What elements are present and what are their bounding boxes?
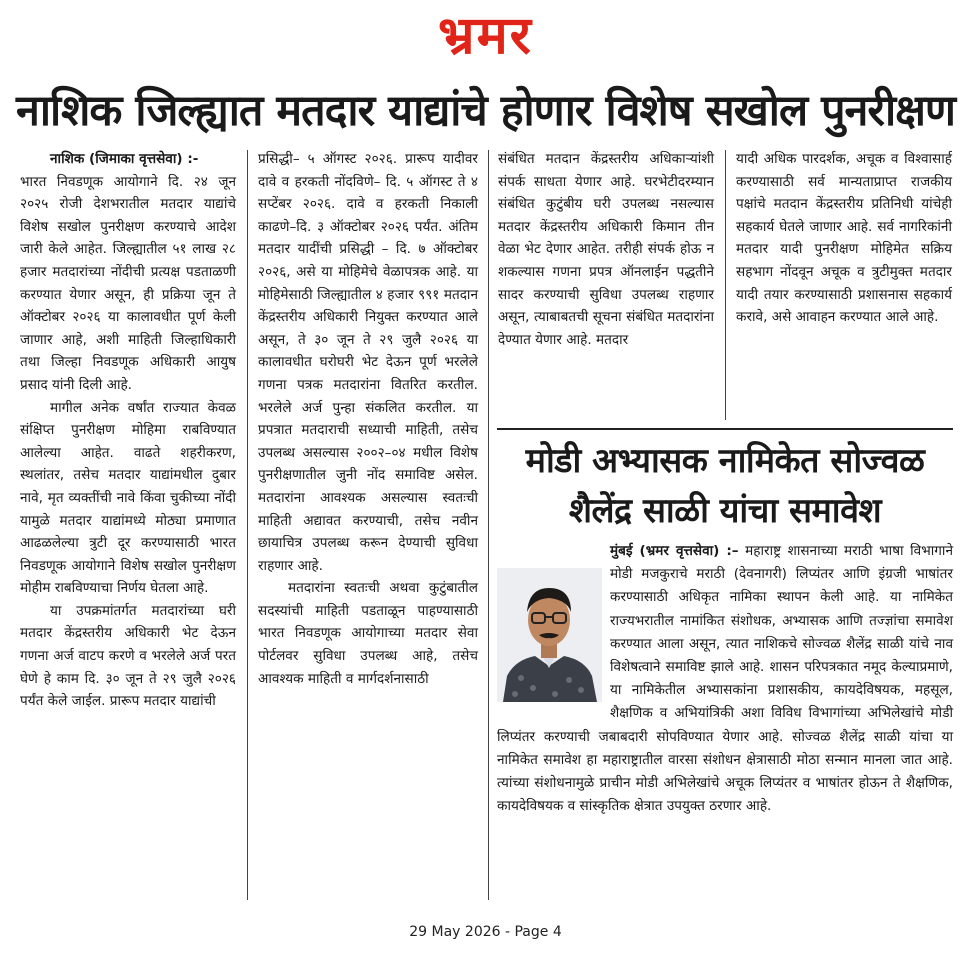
column-divider <box>725 150 726 420</box>
story2-headline-line-2: शैलेंद्र साळी यांचा समावेश <box>568 491 882 531</box>
column-divider <box>488 150 489 900</box>
main-headline: नाशिक जिल्ह्यात मतदार याद्यांचे होणार विशेष सखोल पुनरीक्षण <box>15 86 956 136</box>
story2-headline-line-1: मोडी अभ्यासक नामिकेत सोज्वळ <box>525 441 925 481</box>
story2-body-text: महाराष्ट्र शासनाच्या मराठी भाषा विभागाने मोडी मजकुराचे मराठी (देवनागरी) लिप्यंतर आणि इंग्रजी भाषांतर करण्यासाठी अधिकृत नामिका स्थापन केली आहे. या नामिकेत राज्यभरातील नामांकित संशोधक, अभ्यासक आणि तज्ज्ञांचा समावेश करण्यात आला असून, त्यात नाशिकचे सोज्वळ शैलेंद्र साळी यांचे नाव विशेषत्वाने समाविष्ट झाले आहे. शासन परिपत्रकात नमूद केल्याप्रमाणे, या नामिकेतील अभ्यासकांना प्रशासकीय, कायदेविषयक, महसूल, शैक्षणिक व अभियांत्रिकी अशा विविध विभागांच्या अभिलेखांचे मोडी लिप्यंतर करण्याची जबाबदारी सोपविण्यात येणार आहे. सोज्वळ शैलेंद्र साळी यांचा या नामिकेत समावेश हा महाराष्ट्रातील वारसा संशोधन क्षेत्रासाठी मोठा सन्मान मानला जात आहे. त्यांच्या संशोधनामुळे प्राचीन मोडी अभिलेखांचे अचूक लिप्यंतर व भाषांतर होऊन ते शैक्षणिक, कायदेविषयक व सांस्कृतिक क्षेत्रात उपयुक्त ठरणार आहे. <box>497 543 953 815</box>
portrait-photo <box>497 568 602 702</box>
section-divider <box>497 428 953 430</box>
story1-column-1 <box>20 148 236 713</box>
story1-paragraph-2: मागील अनेक वर्षांत राज्यात केवळ संक्षिप्त पुनरीक्षण मोहिमा राबविण्यात आलेल्या आहेत. वाढते शहरीकरण, स्थलांतर, तसेच मतदार याद्यांमधील दुबार नावे, मृत व्यक्तींची नावे किंवा चुकीच्या नोंदी यामुळे मतदार याद्यांमध्ये मोठ्या प्रमाणात आढळलेल्या त्रुटी दूर करण्यासाठी भारत निवडणूक आयोगाने विशेष सखोल पुनरीक्षण मोहीम राबविण्याचा निर्णय घेतला आहे. <box>20 399 236 597</box>
page-footer: 29 May 2026 - Page 4 <box>409 924 562 940</box>
masthead <box>0 4 971 68</box>
story1-paragraph-7: यादी अधिक पारदर्शक, अचूक व विश्वासार्ह करण्यासाठी सर्व मान्यताप्राप्त राजकीय पक्षांचे मतदान केंद्रस्तरीय प्रतिनिधी यांचेही सहकार्य घेतले जाणार आहे. सर्व नागरिकांनी मतदार यादी पुनरीक्षण मोहिमेत सक्रिय सहभाग नोंदवून अचूक व त्रुटीमुक्त मतदार यादी तयार करण्यासाठी प्रशासनास सहकार्य करावे, असे आवाहन करण्यात आले आहे. <box>736 151 952 326</box>
story1-column-2 <box>258 148 478 690</box>
story1-dateline: नाशिक (जिमाका वृत्तसेवा) :- <box>50 151 199 167</box>
story1-paragraph-4: प्रसिद्धी– ५ ऑगस्ट २०२६. प्रारूप यादीवर दावे व हरकती नोंदविणे– दि. ५ ऑगस्ट ते ४ सप्टेंबर २०२६. दावे व हरकती निकाली काढणे–दि. ३ ऑक्टोबर २०२६ पर्यंत. अंतिम मतदार यादींची प्रसिद्धी – दि. ७ ऑक्टोबर २०२६, असे या मोहिमेचे वेळापत्रक आहे. या मोहिमेसाठी जिल्ह्यातील ४ हजार ९९१ मतदान केंद्रस्तरीय अधिकारी नियुक्त करण्यात आले असून, ते ३० जून ते २९ जुलै २०२६ या कालावधीत घरोघरी भेट देऊन पूर्ण भरलेले गणना पत्रक मतदारांना वितरित करतील. भरलेले अर्ज पुन्हा संकलित करतील. या प्रपत्रात मतदाराची सध्याची माहिती, तसेच उपलब्ध असल्यास २००२–०४ मधील विशेष पुनरीक्षणातील जुनी नोंद समाविष्ट असेल. मतदारांना आवश्यक असल्यास स्वतःची माहिती अद्यावत करण्याची, तसेच नवीन छायाचित्र उपलब्ध करून देण्याची सुविधा राहणार आहे. <box>258 151 478 574</box>
story1-paragraph-1: भारत निवडणूक आयोगाने दि. २४ जून २०२५ रोजी देशभरातील मतदार याद्यांचे विशेष सखोल पुनरीक्षण करण्याचे आदेश जारी केले आहेत. जिल्ह्यातील ५१ लाख २८ हजार मतदारांच्या नोंदीची प्रत्यक्ष पडताळणी करण्यात येणार असून, ही प्रक्रिया जून ते ऑक्टोबर २०२६ या कालावधीत पूर्ण केली जाणार आहे, अशी माहिती जिल्हाधिकारी तथा जिल्हा निवडणूक अधिकारी आयुष प्रसाद यांनी दिली आहे. <box>20 173 236 393</box>
story2-body <box>497 540 953 818</box>
story1-paragraph-3: या उपक्रमांतर्गत मतदारांच्या घरी मतदार केंद्रस्तरीय अधिकारी भेट देऊन गणना अर्ज वाटप करणे व भरलेले अर्ज परत घेणे हे काम दि. ३० जून ते २९ जुलै २०२६ पर्यंत केले जाईल. प्रारूप मतदार याद्यांची <box>20 602 236 710</box>
story2-headline <box>497 436 953 536</box>
column-divider <box>247 150 248 900</box>
story1-column-3 <box>498 148 714 351</box>
portrait-illustration <box>497 568 602 702</box>
masthead-logo: भ्रमर <box>438 5 533 66</box>
story1-paragraph-5: मतदारांना स्वतःची अथवा कुटुंबातील सदस्यांची माहिती पडताळून पाहण्यासाठी भारत निवडणूक आयोगाच्या मतदार सेवा पोर्टलवर सुविधा उपलब्ध आहे, तसेच आवश्यक माहिती व मार्गदर्शनासाठी <box>258 580 478 687</box>
story1-column-4 <box>736 148 952 329</box>
story1-paragraph-6: संबंधित मतदान केंद्रस्तरीय अधिकाऱ्यांशी संपर्क साधता येणार आहे. घरभेटीदरम्यान संबंधित कुटुंबीय घरी उपलब्ध नसल्यास मतदार केंद्रस्तरीय अधिकारी किमान तीन वेळा भेट देणार आहेत. तरीही संपर्क होऊ न शकल्यास गणना प्रपत्र ऑनलाईन पद्धतीने सादर करण्याची सुविधा उपलब्ध राहणार असून, त्याबाबतची सूचना संबंधित मतदारांना देण्यात येणार आहे. मतदार <box>498 151 714 348</box>
story2-dateline: मुंबई (भ्रमर वृत्तसेवा) :– <box>610 543 739 559</box>
